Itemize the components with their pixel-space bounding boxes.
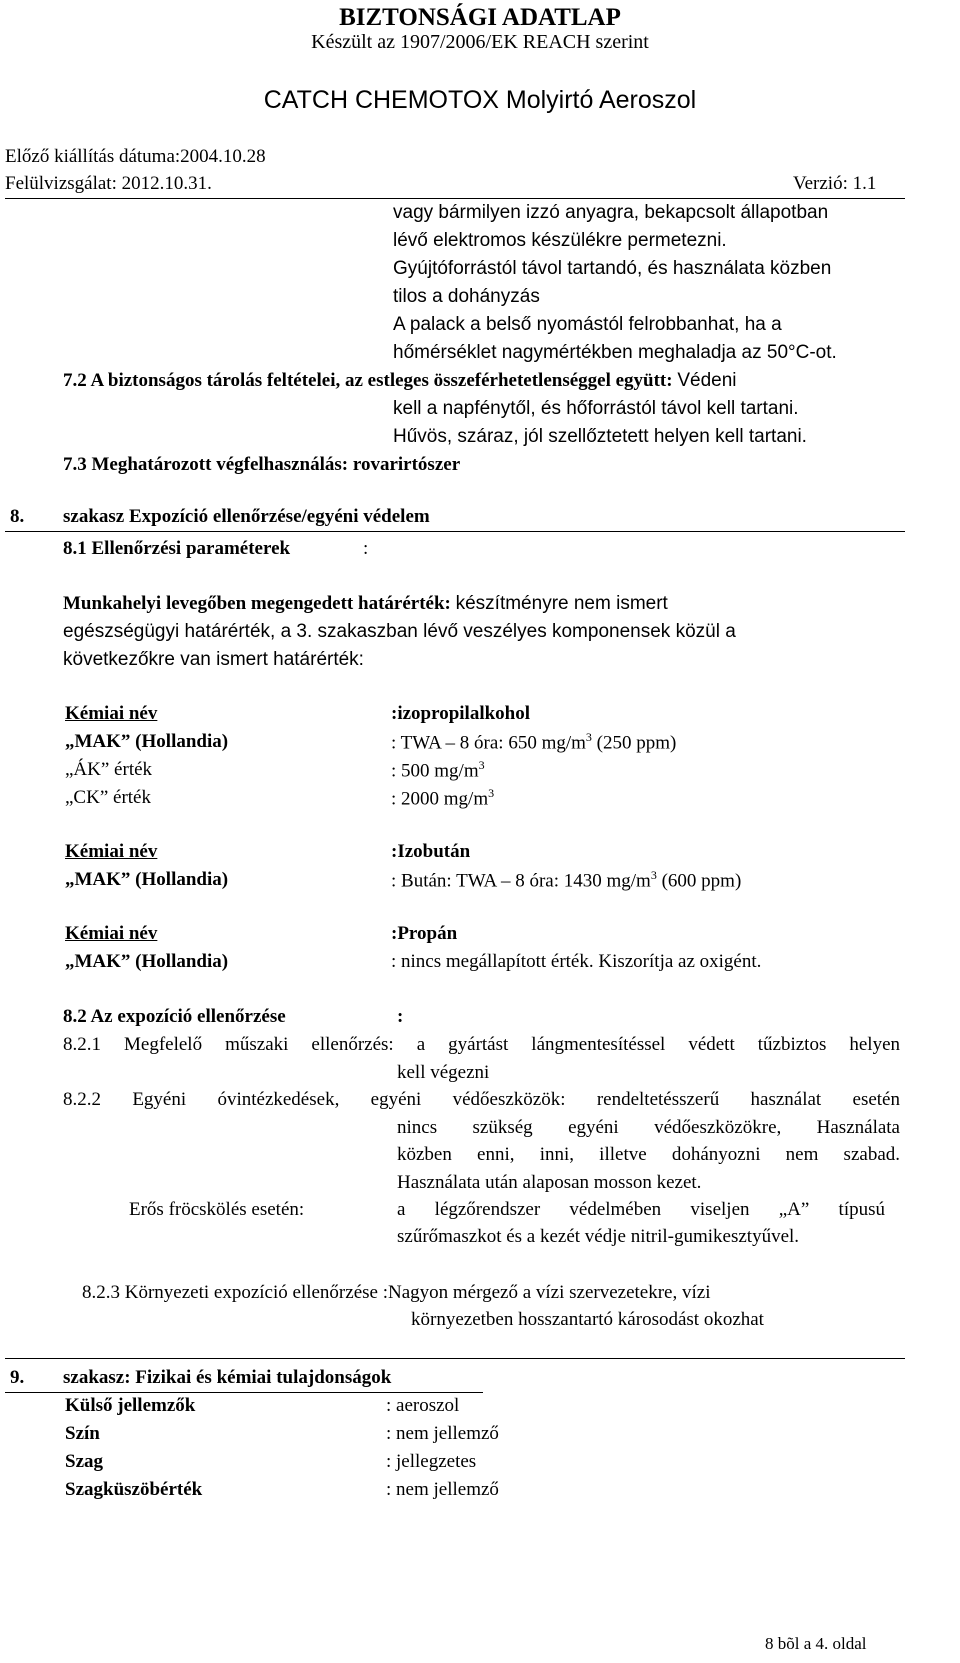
section-9-heading: szakasz: Fizikai és kémiai tulajdonságok xyxy=(63,1367,392,1388)
revision-date: Felülvizsgálat: 2012.10.31. xyxy=(5,173,212,194)
section-9-heading-rule xyxy=(5,1392,483,1393)
version: Verzió: 1.1 xyxy=(793,173,877,194)
chem2-mak-tail: (600 ppm) xyxy=(656,870,742,892)
section-8-2-3-line2: környezetben hosszantartó károsodást okozhat xyxy=(411,1309,764,1330)
superscript: 3 xyxy=(650,868,657,882)
section-7-2-text: Védeni xyxy=(677,370,737,391)
text-line: vagy bármilyen izzó anyagra, bekapcsolt állapotban xyxy=(393,202,829,223)
chem1-mak-label: „MAK” (Hollandia) xyxy=(65,731,229,752)
splash-line2: szűrőmaszkot és a kezét védje nitril-gumikesztyűvel. xyxy=(397,1226,800,1247)
section-9-number: 9. xyxy=(10,1367,25,1388)
section-8-1-label: 8.1 Ellenőrzési paraméterek xyxy=(63,538,291,559)
superscript: 3 xyxy=(478,758,485,772)
chem2-mak-text: : Bután: TWA – 8 óra: 1430 mg/m xyxy=(391,870,651,892)
text-line: egészségügyi határérték, a 3. szakaszban lévő veszélyes komponensek közül a xyxy=(63,621,736,642)
chem1-name-value: :izopropilalkohol xyxy=(391,703,531,724)
chem1-mak-value xyxy=(391,731,676,754)
text-line: kell a napfénytől, és hőforrástól távol kell tartani. xyxy=(393,398,799,419)
section-8-heading: szakasz Expozíció ellenőrzése/egyéni védelem xyxy=(63,506,430,527)
document-subtitle: Készült az 1907/2006/EK REACH szerint xyxy=(311,31,649,53)
section-7-2-line xyxy=(63,370,737,392)
text-line: tilos a dohányzás xyxy=(393,286,540,307)
chem1-ak-label: „ÁK” érték xyxy=(65,759,153,780)
prop-value: : nem jellemző xyxy=(386,1479,499,1500)
section-9-rule xyxy=(5,1358,905,1359)
chem3-name-value: :Propán xyxy=(391,923,458,944)
section-8-2-2-line3: közben enni, inni, illetve dohányozni nem szabad. xyxy=(397,1144,900,1165)
prop-label: Szag xyxy=(65,1451,103,1472)
splash-line1: a légzőrendszer védelmében viseljen „A” típusú xyxy=(397,1199,885,1220)
text-line: Hűvös, száraz, jól szellőztetett helyen kell tartani. xyxy=(393,426,807,447)
section-8-2-1-line2: kell végezni xyxy=(397,1062,490,1083)
chem2-name-label: Kémiai név xyxy=(65,841,158,862)
limit-paragraph-rest: készítményre nem ismert xyxy=(455,593,668,614)
previous-issue-date: Előző kiállítás dátuma:2004.10.28 xyxy=(5,146,266,167)
text-line: lévő elektromos készülékre permetezni. xyxy=(393,230,727,251)
prop-value: : aeroszol xyxy=(386,1395,460,1416)
prop-label: Külső jellemzők xyxy=(65,1395,196,1416)
product-name: CATCH CHEMOTOX Molyirtó Aeroszol xyxy=(263,86,697,114)
chem1-ck-text: : 2000 mg/m xyxy=(391,788,489,810)
prop-label: Szagküszöbérték xyxy=(65,1479,203,1500)
page-number: 8 bõl a 4. oldal xyxy=(765,1634,867,1653)
limit-paragraph-bold: Munkahelyi levegőben megengedett határérték: xyxy=(63,593,451,614)
text-line: hőmérséklet nagymértékben meghaladja az 50°C-ot. xyxy=(393,342,837,363)
chem3-mak-label: „MAK” (Hollandia) xyxy=(65,951,229,972)
section-8-2-2-line2: nincs szükség egyéni védőeszközökre, Használata xyxy=(397,1117,900,1138)
limit-paragraph-line xyxy=(63,593,668,615)
section-8-2-2-line1: 8.2.2 Egyéni óvintézkedések, egyéni védőeszközök: rendeltetésszerű használat esetén xyxy=(63,1089,900,1110)
section-8-rule xyxy=(5,531,905,532)
chem1-ak-value xyxy=(391,759,485,782)
section-8-number: 8. xyxy=(10,506,25,527)
prop-value: : jellegzetes xyxy=(386,1451,477,1472)
superscript: 3 xyxy=(488,786,495,800)
chem3-name-label: Kémiai név xyxy=(65,923,158,944)
section-7-2-heading: 7.2 A biztonságos tárolás feltételei, az estleges összeférhetetlenséggel együtt: xyxy=(63,370,673,391)
section-8-2-label: 8.2 Az expozíció ellenőrzése xyxy=(63,1006,286,1027)
chem1-name-label: Kémiai név xyxy=(65,703,158,724)
section-7-3: 7.3 Meghatározott végfelhasználás: rovarirtószer xyxy=(63,454,461,475)
chem2-mak-label: „MAK” (Hollandia) xyxy=(65,869,229,890)
text-line: A palack a belső nyomástól felrobbanhat, ha a xyxy=(393,314,782,335)
chem2-mak-value xyxy=(391,869,741,892)
section-8-1-colon: : xyxy=(363,538,369,559)
chem1-mak-tail: (250 ppm) xyxy=(591,732,677,754)
text-line: Gyújtóforrástól távol tartandó, és használata közben xyxy=(393,258,832,279)
section-8-2-2-line4: Használata után alaposan mosson kezet. xyxy=(397,1172,702,1193)
section-8-2-1-line1: 8.2.1 Megfelelő műszaki ellenőrzés: a gyártást lángmentesítéssel védett tűzbiztos helyen xyxy=(63,1034,900,1055)
section-8-2-colon: : xyxy=(397,1006,404,1027)
chem1-ak-text: : 500 mg/m xyxy=(391,760,479,782)
chem1-mak-text: : TWA – 8 óra: 650 mg/m xyxy=(391,732,586,754)
prop-value: : nem jellemző xyxy=(386,1423,499,1444)
header-rule xyxy=(5,198,905,199)
chem1-ck-label: „CK” érték xyxy=(65,787,151,808)
superscript: 3 xyxy=(585,730,592,744)
chem2-name-value: :Izobután xyxy=(391,841,471,862)
splash-label: Erős fröcskölés esetén: xyxy=(129,1199,305,1220)
text-line: következőkre van ismert határérték: xyxy=(63,649,364,670)
section-8-2-3-line1: 8.2.3 Környezeti expozíció ellenőrzése :Nagyon mérgező a vízi szervezetekre, vízi xyxy=(82,1282,711,1303)
chem1-ck-value xyxy=(391,787,494,810)
chem3-mak-value: : nincs megállapított érték. Kiszorítja az oxigént. xyxy=(391,951,762,972)
prop-label: Szín xyxy=(65,1423,100,1444)
document-title: BIZTONSÁGI ADATLAP xyxy=(339,4,621,31)
